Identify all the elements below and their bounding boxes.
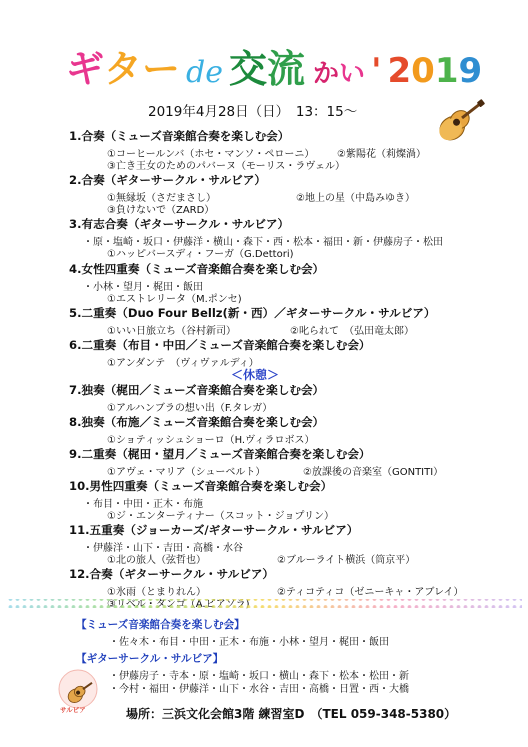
program-piece: ②紫陽花（莉燦渦）: [337, 149, 426, 160]
program-piece: ①ジ・エンターティナー（スコット・ジョプリン）: [107, 511, 334, 522]
title-char: い: [339, 59, 366, 89]
program-piece: ③負けないで（ZARD）: [107, 205, 215, 216]
performer-list: ・原・塩崎・坂口・伊藤洋・横山・森下・西・松本・福田・新・伊藤房子・松田: [83, 237, 443, 248]
title-year-digit: 9: [458, 51, 483, 91]
group-name: 【ミューズ音楽館合奏を楽しむ会】: [76, 619, 245, 631]
title-year-digit: 0: [411, 51, 435, 91]
program-piece: ①ハッピバースディ・フーガ（G.Dettori): [107, 249, 294, 260]
intermission-label: ＜休憩＞: [231, 368, 280, 382]
title-year-digit: 1: [434, 51, 459, 91]
program-item-header: 6.二重奏（布目・中田／ミューズ音楽館合奏を楽しむ会）: [69, 338, 371, 352]
program-piece: ②叱られて （弘田竜太郎）: [290, 326, 414, 337]
title-year-digit: 2: [387, 51, 412, 91]
logo-text: サルビア: [60, 706, 86, 714]
program-piece: ①北の旅人（弦哲也）: [107, 555, 206, 566]
program-piece: ①氷雨（とまりれん）: [107, 587, 206, 598]
program-item-header: 4.女性四重奏（ミューズ音楽館合奏を楽しむ会）: [69, 262, 325, 276]
title-char: か: [313, 59, 340, 89]
program-item-header: 8.独奏（布施／ミューズ音楽館合奏を楽しむ会）: [69, 415, 325, 429]
program-piece: ①アンダンテ （ヴィヴァルディ）: [107, 358, 259, 369]
program-item-header: 11.五重奏（ジョーカーズ/ギターサークル・サルビア）: [69, 523, 359, 537]
group-members: ・佐々木・布目・中田・正木・布施・小林・望月・梶田・飯田: [109, 637, 389, 648]
salvia-logo: [57, 667, 99, 715]
performer-list: ・伊藤洋・山下・吉田・高橋・水谷: [83, 543, 243, 554]
program-piece: ②ブルーライト横浜（筒京平）: [277, 555, 416, 566]
title-de: de: [186, 55, 223, 90]
dotted-divider: [0, 595, 528, 611]
group-members: ・伊藤房子・寺本・原・塩崎・坂口・横山・森下・松本・松田・新: [109, 671, 409, 682]
program-piece: ②地上の星（中島みゆき）: [296, 193, 415, 204]
program-item-header: 10.男性四重奏（ミューズ音楽館合奏を楽しむ会）: [69, 479, 333, 493]
program-item-header: 1.合奏（ミューズ音楽館合奏を楽しむ会）: [69, 129, 290, 143]
program-piece: ①コーヒールンバ（ホセ・マンソ・ペローニ）: [107, 149, 315, 160]
program-piece: ①無縁坂（さだまさし）: [107, 193, 216, 204]
program-piece: ②放課後の音楽室（GONTITI）: [303, 467, 444, 478]
title-char: 交: [229, 47, 268, 91]
program-item-header: 3.有志合奏（ギターサークル・サルビア）: [69, 217, 290, 231]
event-date: 2019年4月28日（日） 13：15～: [148, 104, 358, 120]
program-piece: ①エストレリータ（M.ポンセ): [107, 294, 242, 305]
performer-list: ・布目・中田・正木・布施: [83, 499, 203, 510]
title-char: ター: [104, 47, 181, 91]
program-piece: ①ショティッシュショーロ（H.ヴィラロボス）: [107, 435, 315, 446]
title-char: ギ: [66, 47, 105, 91]
program-piece: ①アルハンブラの想い出（F.タレガ）: [107, 403, 273, 414]
guitar-icon: [428, 90, 488, 142]
program-item-header: 9.二重奏（梶田・望月／ミューズ音楽館合奏を楽しむ会）: [69, 447, 371, 461]
performer-list: ・小林・望月・梶田・飯田: [83, 282, 203, 293]
venue-info: 場所：三浜文化会館3階 練習室D （TEL 059-348-5380）: [126, 707, 457, 721]
title-char: ': [371, 51, 382, 91]
program-piece: ③亡き王女のためのパバーヌ（モーリス・ラヴェル）: [107, 161, 345, 172]
program-piece: ②ティコティコ（ゼニーキャ・アブレイ）: [277, 587, 464, 598]
program-piece: ①アヴェ・マリア（シューベルト）: [107, 467, 266, 478]
group-members: ・今村・福田・伊藤洋・山下・水谷・吉田・高橋・日置・西・大橋: [109, 684, 409, 695]
program-item-header: 5.二重奏（Duo Four Bellz(新・西）／ギターサークル・サルビア）: [69, 306, 436, 320]
program-item-header: 7.独奏（梶田／ミューズ音楽館合奏を楽しむ会）: [69, 383, 325, 397]
program-item-header: 12.合奏（ギターサークル・サルビア）: [69, 567, 274, 581]
program-item-header: 2.合奏（ギターサークル・サルビア）: [69, 173, 266, 187]
group-name: 【ギターサークル・サルビア】: [76, 653, 224, 665]
title-char: 流: [267, 47, 306, 91]
program-piece: ①いい日旅立ち（谷村新司）: [107, 326, 236, 337]
event-title: [66, 38, 482, 90]
